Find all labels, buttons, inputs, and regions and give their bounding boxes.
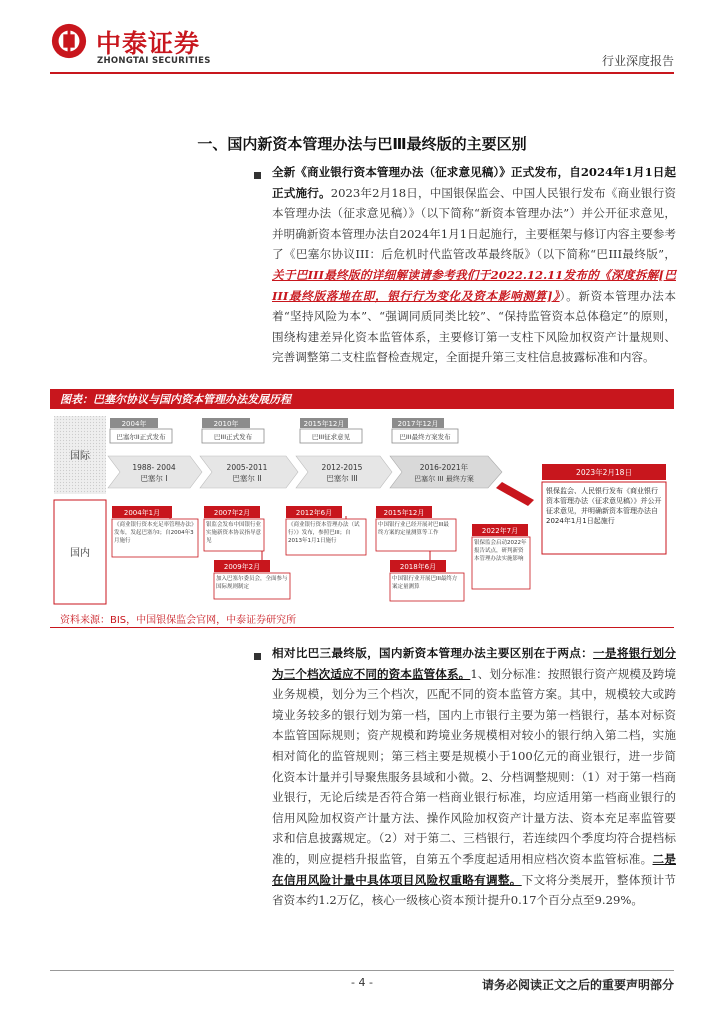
para2-point2: 二是在信用风险计量中具体项目风险权重略有调整。 [272, 851, 676, 887]
intl-event-3 [300, 418, 362, 443]
phase-label: 巴塞尔 II [232, 474, 262, 483]
dom-event-date: 2015年12月 [383, 509, 425, 517]
section-title: 一、国内新资本管理办法与巴Ⅲ最终版的主要区别 [197, 135, 527, 153]
source-divider [50, 627, 674, 628]
dom-event-4 [286, 506, 366, 555]
bullet-marker [254, 172, 261, 179]
dom-event-text: 银监会发布中国银行业实施新资本协议指导意见 [206, 522, 262, 544]
header-divider [50, 72, 674, 74]
bullet-marker [254, 653, 261, 660]
para1-body1: 2023年2月18日，中国银保监会、中国人民银行发布《商业银行资本管理办法（征求意见稿）》（以下简称“新资本管理办法”）并公开征求意见，并明确新资本管理办法自2024年1月1日起施行，主要框架与修订内容主要参考了《巴塞尔协议III：后危机时代监管改革最终版》（以下简称“巴III最终版”， [272, 185, 676, 262]
dom-event-3 [214, 560, 290, 599]
paragraph-1 [272, 162, 676, 368]
dom-event-text: 《商业银行资本充足率管理办法》发布，发起巴塞尔I；自2004年3月施行 [114, 522, 194, 544]
phase-label: 巴塞尔 I [140, 474, 168, 483]
dom-event-date: 2012年6月 [295, 509, 333, 517]
figure-source: 资料来源：BIS，中国银保监会官网，中泰证券研究所 [60, 615, 297, 626]
dom-event-7 [472, 524, 530, 589]
logo-text-en: ZHONGTAI SECURITIES [97, 56, 211, 66]
intl-event-date: 2004年 [121, 420, 147, 428]
dom-event-text: 中国银行业已经开展对巴III最终方案的定量测算等工作 [378, 522, 449, 536]
disclaimer-notice: 请务必阅读正文之后的重要声明部分 [481, 978, 674, 992]
phase-range: 2012-2015 [321, 463, 363, 472]
para2-point1: 一是将银行划分为三个档次适应不同的资本监管体系。 [272, 646, 676, 681]
dom-event-6 [390, 560, 464, 601]
phase-label: 巴塞尔 III 最终方案 [414, 475, 474, 483]
phase-label: 巴塞尔 III [326, 474, 358, 483]
phase-range: 2016-2021年 [419, 463, 469, 472]
final-event-text: 银保监会、人民银行发布《商业银行资本管理办法（征求意见稿）》并公开征求意见，并明确新资本管理办法自2024年1月1日起施行 [546, 487, 662, 525]
figure-title: 图表：巴塞尔协议与国内资本管理办法发展历程 [60, 393, 291, 406]
report-type-label: 行业深度报告 [601, 54, 674, 68]
row-intl-label: 国际 [70, 451, 90, 462]
final-event-date: 2023年2月18日 [576, 468, 632, 477]
intl-event-text: 巴III征求意见 [311, 433, 351, 441]
dom-event-date: 2007年2月 [213, 509, 251, 517]
dom-event-date: 2018年6月 [399, 563, 437, 571]
para2-body2: 下文将分类展开，整体预计节省资本约1.2万亿，核心一级核心资本预计提升0.17个百分点至9.29%。 [272, 872, 676, 908]
dom-event-5 [376, 506, 456, 551]
para1-body2: ）。新资本管理办法本着“坚持风险为本”、“强调同质同类比较”、“保持监管资本总体稳定”的原则，围绕构建差异化资本监管体系，主要修订第一支柱下风险加权资产计量规则、完善调整第二支柱监督检查规定，全面提升第三支柱信息披露标准和内容。 [272, 288, 676, 365]
page-number: - 4 - [351, 976, 373, 989]
para1-highlight-link[interactable]: 关于巴III最终版的详细解读请参考我们于2022.12.11发布的《深度拆解[巴III最终版落地在即，银行行为变化及资本影响测算]》 [272, 267, 676, 303]
intl-event-text: 巴III最终方案发布 [399, 433, 451, 441]
arrow-to-final [496, 482, 534, 506]
dom-event-text: 中国银行业开展巴III最终方案定量测算 [392, 576, 458, 590]
intl-event-2 [202, 418, 264, 443]
phase-range: 1988- 2004 [132, 463, 176, 472]
logo-text-cn: 中泰证券 [96, 29, 201, 58]
dom-event-text: 《商业银行资本管理办法（试行）》发布，参照巴III；自2013年1月1日施行 [288, 522, 360, 544]
page-header [0, 0, 724, 80]
paragraph-2 [272, 643, 676, 911]
intl-event-text: 巴塞尔II正式发布 [116, 433, 166, 441]
intl-event-date: 2015年12月 [303, 420, 345, 428]
intl-event-1 [110, 418, 172, 443]
dom-event-date: 2004年1月 [123, 509, 161, 517]
row-dom-label: 国内 [70, 548, 90, 559]
dom-event-date: 2022年7月 [481, 527, 519, 535]
intl-event-date: 2010年 [213, 420, 239, 428]
intl-event-4 [392, 418, 458, 443]
intl-phase-3 [296, 456, 392, 488]
dom-event-text: 加入巴塞尔委员会，全面参与国际规则制定 [216, 576, 288, 590]
timeline-figure [50, 412, 674, 608]
phase-range: 2005-2011 [226, 463, 268, 472]
para2-body1: 1、划分标准：按照银行资产规模及跨境业务规模，划分为三个档次，匹配不同的资本监管方案。其中，规模较大或跨境业务较多的银行划为第一档，国内上市银行主要为第一档银行，基本对标资本监管国际规则；资产规模和跨境业务规模相对较小的银行纳入第二档，实施相对简化的监管规则；第三档主要是规模小于100亿元的商业银行，进一步简化资本计量并引导聚焦服务县域和小微。2、分档调整规则：（1）对于第一档商业银行，无论后续是否符合第一档商业银行标准，均应适用第一档商业银行的信用风险加权资产计量方法、操作风险加权资产计量方法、资本充足率监管要求和信息披露规定。（2）对于第二、三档银行，若连续四个季度均符合提档标准的，则应提档升报监管，自第五个季度起适用相应档次资本监管标准。 [272, 666, 676, 866]
final-event [542, 464, 666, 554]
para2-lead: 相对比巴三最终版，国内新资本管理办法主要区别在于两点： [272, 646, 594, 660]
dom-event-date: 2009年2月 [223, 563, 261, 571]
intl-event-text: 巴III正式发布 [213, 433, 253, 441]
para1-lead: 全新《商业银行资本管理办法（征求意见稿）》正式发布，自2024年1月1日起正式施行。 [272, 165, 676, 200]
dom-event-1 [112, 506, 198, 557]
footer-divider [50, 970, 674, 971]
dom-event-text: 银保监会启动2022年报告试点，研判新资本管理办法实施影响 [474, 540, 527, 562]
intl-phase-1 [108, 456, 202, 488]
intl-phase-4 [390, 456, 502, 488]
intl-phase-2 [200, 456, 298, 488]
intl-event-date: 2017年12月 [397, 420, 439, 428]
dom-event-2 [204, 506, 264, 551]
zhongtai-logo-icon [50, 22, 88, 60]
